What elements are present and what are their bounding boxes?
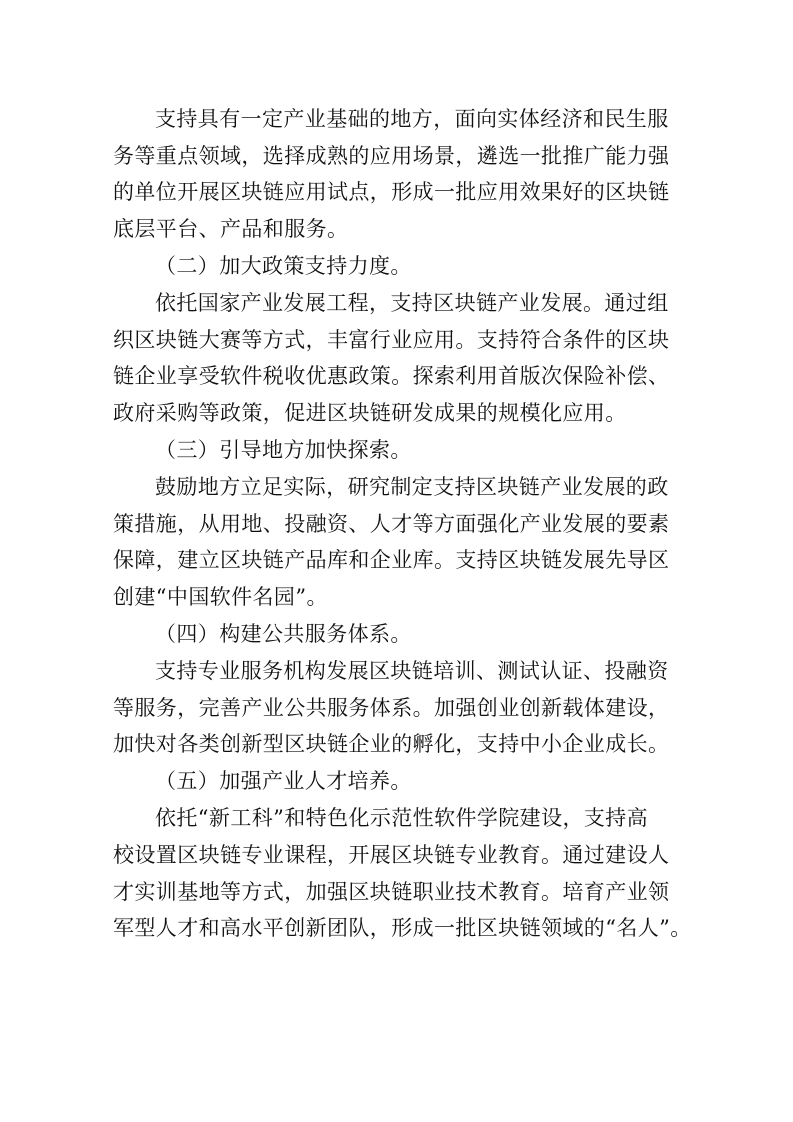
paragraph-line: 支持具有一定产业基础的地方，面向实体经济和民生服 [155, 107, 669, 131]
paragraph-line: 等服务，完善产业公共服务体系。加强创业创新载体建设， [113, 696, 670, 720]
paragraph-line: 才实训基地等方式，加强区块链职业技术教育。培育产业领 [113, 880, 670, 904]
paragraph-line: 策措施，从用地、投融资、人才等方面强化产业发展的要素 [113, 512, 670, 536]
paragraph-line: 织区块链大赛等方式，丰富行业应用。支持符合条件的区块 [113, 328, 670, 352]
paragraph-line: 军型人才和高水平创新团队，形成一批区块链领域的“名人”。 [113, 916, 692, 940]
section-heading-4: （四）构建公共服务体系。 [155, 622, 412, 646]
paragraph-line: 校设置区块链专业课程，开展区块链专业教育。通过建设人 [113, 843, 670, 867]
section-heading-5: （五）加强产业人才培养。 [155, 769, 412, 793]
paragraph-line: 务等重点领域，选择成熟的应用场景，遴选一批推广能力强 [113, 144, 670, 168]
paragraph-line: 创建“中国软件名园”。 [113, 585, 328, 609]
paragraph-line: 保障，建立区块链产品库和企业库。支持区块链发展先导区 [113, 548, 670, 572]
paragraph-line: 依托“新工科”和特色化示范性软件学院建设，支持高 [155, 806, 649, 830]
paragraph-line: 鼓励地方立足实际，研究制定支持区块链产业发展的政 [155, 475, 669, 499]
paragraph-line: 政府采购等政策，促进区块链研发成果的规模化应用。 [113, 401, 627, 425]
paragraph-line: 支持专业服务机构发展区块链培训、测试认证、投融资 [155, 659, 669, 683]
paragraph-line: 加快对各类创新型区块链企业的孵化，支持中小企业成长。 [113, 732, 670, 756]
section-heading-2: （二）加大政策支持力度。 [155, 254, 412, 278]
paragraph-line: 链企业享受软件税收优惠政策。探索利用首版次保险补偿、 [113, 364, 670, 388]
paragraph-line: 的单位开展区块链应用试点，形成一批应用效果好的区块链 [113, 180, 670, 204]
paragraph-line: 底层平台、产品和服务。 [113, 217, 349, 241]
section-heading-3: （三）引导地方加快探索。 [155, 438, 412, 462]
paragraph-line: 依托国家产业发展工程，支持区块链产业发展。通过组 [155, 291, 669, 315]
